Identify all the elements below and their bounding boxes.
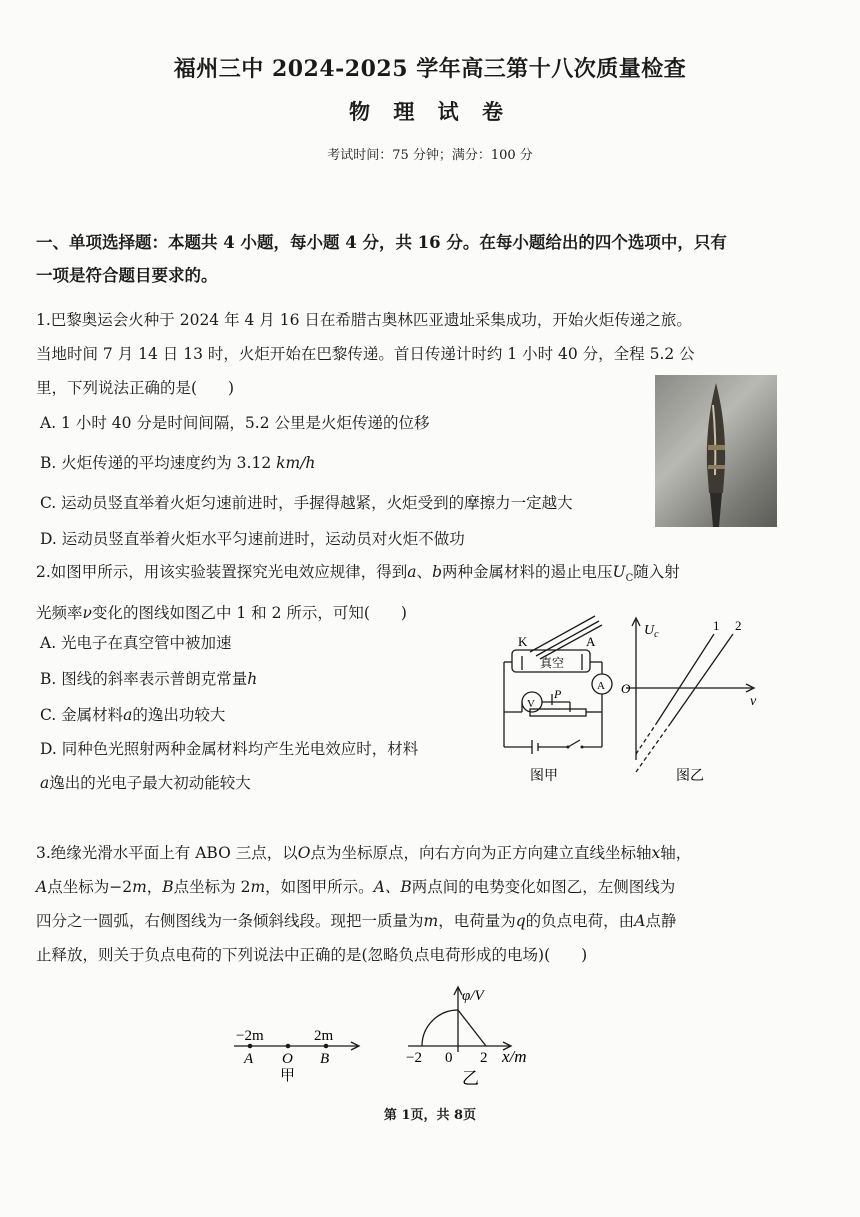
q2-var-nu: ν: [82, 604, 92, 623]
q2-var-u: U: [612, 563, 626, 581]
q3-var-o: O: [297, 844, 311, 862]
q3-var-a: A: [36, 878, 48, 896]
switch-contact: [567, 746, 570, 749]
point-o: [286, 1044, 291, 1049]
q3-figure-axis: [228, 1018, 368, 1088]
label-vacuum: 真空: [540, 656, 565, 670]
q1-line3: 里，下列说法正确的是( ): [36, 379, 235, 397]
line-2: [670, 634, 733, 724]
ammeter-icon: A: [597, 680, 605, 692]
origin-label: O: [621, 681, 631, 696]
q2-var-b: b: [432, 563, 442, 581]
q2-option-b-text: B. 图线的斜率表示普朗克常量: [40, 670, 248, 688]
q3-line1: [36, 836, 836, 870]
label-k: K: [518, 634, 528, 649]
axis-label-u: $U_c$: [644, 623, 659, 640]
exam-info: 考试时间：75 分钟；满分：100 分: [327, 148, 533, 163]
slope-line: [458, 1010, 486, 1046]
label-b: B: [320, 1051, 330, 1067]
axis-label-x: x/m: [502, 1047, 527, 1066]
q2-line2-a: 光频率: [36, 604, 83, 623]
q3-line3-d: 点静: [645, 912, 677, 930]
q3-line2: [36, 870, 836, 904]
q3-line1-a: 3.绝缘光滑水平面上有 ABO 三点，以: [36, 844, 298, 862]
q3-line3: [36, 904, 836, 938]
q2-var-a: a: [407, 563, 417, 581]
section-heading-line2: 一项是符合题目要求的。: [36, 266, 218, 285]
q2-option-d-line1: D. 同种色光照射两种金属材料均产生光电效应时，材料: [40, 740, 419, 758]
q3-line3-a: 四分之一圆弧，右侧图线为一条倾斜线段。现把一质量为: [36, 912, 424, 930]
q3-figure-potential: [400, 982, 550, 1092]
section-heading-line1: 一、单项选择题：本题共 4 小题，每小题 4 分，共 16 分。在每小题给出的四个选项中，只有: [36, 233, 727, 252]
q3-unit-m1: m: [132, 878, 147, 896]
q2-var-u-sub: C: [625, 573, 634, 585]
q3-var-m: m: [423, 912, 439, 930]
q2-sep: 、: [416, 563, 433, 581]
q3-line2-d: 点坐标为 2: [173, 878, 251, 896]
label-o: O: [282, 1051, 293, 1067]
q2-option-b-var: h: [247, 670, 258, 688]
page-number: 第 1页，共 8页: [383, 1108, 477, 1123]
q2-line2-c: 变化的图线如图乙中 1 和 2 所示，可知( ): [91, 604, 407, 623]
q1-option-d[interactable]: D. 运动员竖直举着火炬水平匀速前进时，运动员对火炬不做功: [40, 530, 465, 548]
q3-line3-c: 的负点电荷，由: [525, 912, 635, 930]
q3-line2-g: 两点间的电势变化如图乙，左侧图线为: [411, 878, 676, 896]
q1-option-a[interactable]: A. 1 小时 40 分是时间间隔，5.2 公里是火炬传递的位移: [40, 414, 430, 432]
q3-line3-b: ，电荷量为: [438, 912, 516, 930]
switch-contact: [581, 746, 584, 749]
q2-option-d-var: a: [40, 774, 50, 792]
q1-line2: 当地时间 7 月 14 日 13 时，火炬开始在巴黎传递。首日传递计时约 1 小时 40 分，全程 5.2 公: [36, 345, 695, 363]
line-1-label: 1: [713, 618, 720, 633]
line-2-label: 2: [735, 618, 742, 633]
tick-2: 2: [480, 1050, 488, 1066]
axis-label-nu: ν: [750, 694, 757, 709]
torch-photo: [655, 375, 777, 527]
arc-curve: [422, 1010, 458, 1046]
label-2m: 2m: [314, 1028, 334, 1044]
q2-option-c-var: a: [123, 706, 133, 724]
axis-label-phi: φ/V: [462, 988, 484, 1004]
caption-jia: 图甲: [530, 769, 558, 784]
voltmeter-icon: V: [527, 698, 535, 710]
point-b: [324, 1044, 329, 1049]
page-subtitle: 物 理 试 卷: [349, 99, 511, 124]
q1-line1: 1.巴黎奥运会火种于 2024 年 4 月 16 日在希腊古奥林匹亚遗址采集成功，开始火炬传递之旅。: [36, 311, 692, 329]
torch-icon: [655, 375, 777, 527]
line-1: [656, 634, 714, 724]
q1-option-b[interactable]: [40, 446, 315, 480]
q2-option-c-text2: 的逸出功较大: [132, 706, 226, 724]
caption-jia: 甲: [280, 1068, 296, 1084]
q1-option-c[interactable]: C. 运动员竖直举着火炬匀速前进时，手握得越紧，火炬受到的摩擦力一定越大: [40, 494, 573, 512]
label-p: P: [554, 687, 562, 701]
q2-line1-h: 随入射: [633, 563, 680, 581]
label-a: A: [586, 634, 596, 649]
q1-option-b-unit: km/h: [276, 454, 316, 472]
page-title: 福州三中 2024-2025 学年高三第十八次质量检查: [173, 56, 687, 82]
line-1-dashed: [636, 724, 656, 754]
q3-line1-c: 轴，: [660, 844, 692, 862]
q3-line1-b: 点为坐标原点，向右方向为正方向建立直线坐标轴: [310, 844, 652, 862]
label-a: A: [244, 1051, 254, 1067]
q2-line1-a: 2.如图甲所示，用该实验装置探究光电效应规律，得到: [36, 563, 408, 581]
caption-yi: 乙: [462, 1069, 479, 1088]
q3-var-b: B: [162, 878, 174, 896]
q2-option-c-text1: C. 金属材料: [40, 706, 124, 724]
q2-option-d-line2: [40, 766, 490, 800]
q3-line4: 止释放，则关于负点电荷的下列说法中正确的是(忽略负点电荷形成的电场)( ): [36, 946, 588, 964]
question-3-stem: [36, 836, 836, 972]
q2-option-a[interactable]: A. 光电子在真空管中被加速: [40, 634, 232, 652]
section-heading: [36, 226, 826, 292]
q3-var-x: x: [651, 844, 661, 862]
q2-option-c[interactable]: [40, 698, 225, 732]
q2-figure-graph: [618, 612, 768, 790]
q1-option-b-text: B. 火炬传递的平均速度约为 3.12: [40, 454, 277, 472]
label-neg2m: −2m: [236, 1028, 264, 1044]
q2-line1: [36, 555, 836, 596]
q3-line2-e: ，如图甲所示。: [265, 878, 374, 896]
tick-0: 0: [445, 1050, 453, 1066]
tick-neg2: −2: [406, 1050, 422, 1066]
caption-yi: 图乙: [676, 769, 704, 784]
q2-option-d-text2: 逸出的光电子最大初动能较大: [49, 774, 251, 792]
q3-var-a2: A: [634, 912, 646, 930]
line-2-dashed: [636, 724, 670, 772]
q2-option-d[interactable]: [40, 732, 490, 800]
q2-option-b[interactable]: [40, 662, 257, 696]
q3-var-q: q: [515, 912, 526, 930]
q3-var-ab: A、B: [373, 878, 412, 896]
q2-line1-e: 两种金属材料的遏止电压: [442, 563, 613, 581]
q3-line2-b: 点坐标为−2: [47, 878, 133, 896]
q2-figure-apparatus: [490, 612, 625, 790]
point-a: [248, 1044, 253, 1049]
q3-line2-c: ，: [146, 878, 163, 896]
q3-unit-m2: m: [250, 878, 266, 896]
